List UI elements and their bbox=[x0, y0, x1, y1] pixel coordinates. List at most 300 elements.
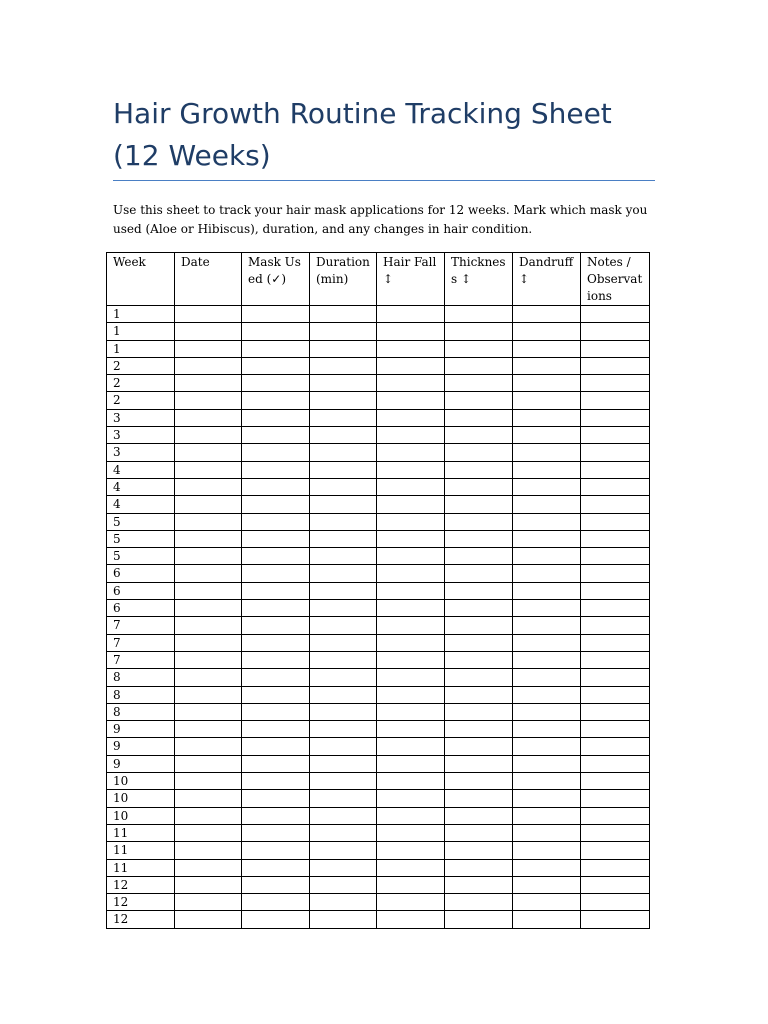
hair-fall-cell[interactable] bbox=[377, 582, 445, 599]
notes-cell[interactable] bbox=[581, 427, 650, 444]
duration-cell[interactable] bbox=[310, 686, 377, 703]
table-row bbox=[107, 824, 650, 841]
thickness-cell[interactable] bbox=[445, 427, 513, 444]
mask-used-cell[interactable] bbox=[242, 444, 310, 461]
hair-fall-cell[interactable] bbox=[377, 427, 445, 444]
notes-cell[interactable] bbox=[581, 859, 650, 876]
week-cell: 4 bbox=[107, 461, 175, 478]
hair-fall-cell[interactable] bbox=[377, 738, 445, 755]
duration-cell[interactable] bbox=[310, 894, 377, 911]
thickness-cell[interactable] bbox=[445, 703, 513, 720]
duration-cell[interactable] bbox=[310, 600, 377, 617]
week-cell: 7 bbox=[107, 634, 175, 651]
thickness-cell[interactable] bbox=[445, 357, 513, 374]
notes-cell[interactable] bbox=[581, 686, 650, 703]
date-cell[interactable] bbox=[175, 565, 242, 582]
thickness-cell[interactable] bbox=[445, 496, 513, 513]
mask-used-cell[interactable] bbox=[242, 703, 310, 720]
mask-used-cell[interactable] bbox=[242, 306, 310, 323]
date-cell[interactable] bbox=[175, 894, 242, 911]
notes-cell[interactable] bbox=[581, 444, 650, 461]
mask-used-cell[interactable] bbox=[242, 807, 310, 824]
notes-cell[interactable] bbox=[581, 357, 650, 374]
notes-cell[interactable] bbox=[581, 911, 650, 928]
week-cell: 12 bbox=[107, 876, 175, 893]
duration-cell[interactable] bbox=[310, 876, 377, 893]
thickness-cell[interactable] bbox=[445, 686, 513, 703]
date-cell[interactable] bbox=[175, 703, 242, 720]
header-hair-fall: Hair Fall ↕ bbox=[377, 253, 445, 306]
dandruff-cell[interactable] bbox=[513, 703, 581, 720]
table-row bbox=[107, 496, 650, 513]
thickness-cell[interactable] bbox=[445, 461, 513, 478]
date-cell[interactable] bbox=[175, 634, 242, 651]
week-cell: 9 bbox=[107, 721, 175, 738]
duration-cell[interactable] bbox=[310, 669, 377, 686]
duration-cell[interactable] bbox=[310, 807, 377, 824]
notes-cell[interactable] bbox=[581, 894, 650, 911]
date-cell[interactable] bbox=[175, 807, 242, 824]
hair-fall-cell[interactable] bbox=[377, 548, 445, 565]
week-cell: 1 bbox=[107, 340, 175, 357]
mask-used-cell[interactable] bbox=[242, 876, 310, 893]
notes-cell[interactable] bbox=[581, 461, 650, 478]
dandruff-cell[interactable] bbox=[513, 651, 581, 668]
notes-cell[interactable] bbox=[581, 392, 650, 409]
mask-used-cell[interactable] bbox=[242, 375, 310, 392]
week-cell: 2 bbox=[107, 357, 175, 374]
notes-cell[interactable] bbox=[581, 340, 650, 357]
thickness-cell[interactable] bbox=[445, 773, 513, 790]
week-cell: 12 bbox=[107, 911, 175, 928]
date-cell[interactable] bbox=[175, 478, 242, 495]
table-row bbox=[107, 703, 650, 720]
week-cell: 11 bbox=[107, 824, 175, 841]
thickness-cell[interactable] bbox=[445, 669, 513, 686]
hair-fall-cell[interactable] bbox=[377, 894, 445, 911]
mask-used-cell[interactable] bbox=[242, 582, 310, 599]
date-cell[interactable] bbox=[175, 651, 242, 668]
duration-cell[interactable] bbox=[310, 513, 377, 530]
duration-cell[interactable] bbox=[310, 323, 377, 340]
thickness-cell[interactable] bbox=[445, 721, 513, 738]
notes-cell[interactable] bbox=[581, 773, 650, 790]
date-cell[interactable] bbox=[175, 496, 242, 513]
dandruff-cell[interactable] bbox=[513, 409, 581, 426]
mask-used-cell[interactable] bbox=[242, 409, 310, 426]
duration-cell[interactable] bbox=[310, 548, 377, 565]
notes-cell[interactable] bbox=[581, 375, 650, 392]
dandruff-cell[interactable] bbox=[513, 894, 581, 911]
thickness-cell[interactable] bbox=[445, 565, 513, 582]
mask-used-cell[interactable] bbox=[242, 790, 310, 807]
notes-cell[interactable] bbox=[581, 824, 650, 841]
notes-cell[interactable] bbox=[581, 790, 650, 807]
date-cell[interactable] bbox=[175, 530, 242, 547]
table-row bbox=[107, 582, 650, 599]
mask-used-cell[interactable] bbox=[242, 686, 310, 703]
hair-fall-cell[interactable] bbox=[377, 444, 445, 461]
duration-cell[interactable] bbox=[310, 582, 377, 599]
thickness-cell[interactable] bbox=[445, 876, 513, 893]
hair-fall-cell[interactable] bbox=[377, 876, 445, 893]
dandruff-cell[interactable] bbox=[513, 824, 581, 841]
notes-cell[interactable] bbox=[581, 548, 650, 565]
date-cell[interactable] bbox=[175, 824, 242, 841]
tracking-table bbox=[106, 252, 650, 929]
mask-used-cell[interactable] bbox=[242, 478, 310, 495]
dandruff-cell[interactable] bbox=[513, 375, 581, 392]
thickness-cell[interactable] bbox=[445, 444, 513, 461]
date-cell[interactable] bbox=[175, 738, 242, 755]
hair-fall-cell[interactable] bbox=[377, 565, 445, 582]
table-row bbox=[107, 617, 650, 634]
table-row bbox=[107, 859, 650, 876]
notes-cell[interactable] bbox=[581, 323, 650, 340]
week-cell: 11 bbox=[107, 859, 175, 876]
dandruff-cell[interactable] bbox=[513, 807, 581, 824]
notes-cell[interactable] bbox=[581, 721, 650, 738]
dandruff-cell[interactable] bbox=[513, 340, 581, 357]
notes-cell[interactable] bbox=[581, 565, 650, 582]
dandruff-cell[interactable] bbox=[513, 911, 581, 928]
date-cell[interactable] bbox=[175, 392, 242, 409]
dandruff-cell[interactable] bbox=[513, 600, 581, 617]
thickness-cell[interactable] bbox=[445, 894, 513, 911]
duration-cell[interactable] bbox=[310, 461, 377, 478]
hair-fall-cell[interactable] bbox=[377, 911, 445, 928]
thickness-cell[interactable] bbox=[445, 600, 513, 617]
hair-fall-cell[interactable] bbox=[377, 357, 445, 374]
week-cell: 6 bbox=[107, 565, 175, 582]
date-cell[interactable] bbox=[175, 340, 242, 357]
thickness-cell[interactable] bbox=[445, 323, 513, 340]
date-cell[interactable] bbox=[175, 306, 242, 323]
notes-cell[interactable] bbox=[581, 478, 650, 495]
mask-used-cell[interactable] bbox=[242, 859, 310, 876]
notes-cell[interactable] bbox=[581, 738, 650, 755]
date-cell[interactable] bbox=[175, 859, 242, 876]
duration-cell[interactable] bbox=[310, 773, 377, 790]
thickness-cell[interactable] bbox=[445, 738, 513, 755]
date-cell[interactable] bbox=[175, 617, 242, 634]
duration-cell[interactable] bbox=[310, 357, 377, 374]
dandruff-cell[interactable] bbox=[513, 392, 581, 409]
duration-cell[interactable] bbox=[310, 565, 377, 582]
hair-fall-cell[interactable] bbox=[377, 392, 445, 409]
mask-used-cell[interactable] bbox=[242, 530, 310, 547]
mask-used-cell[interactable] bbox=[242, 669, 310, 686]
thickness-cell[interactable] bbox=[445, 911, 513, 928]
duration-cell[interactable] bbox=[310, 738, 377, 755]
thickness-cell[interactable] bbox=[445, 634, 513, 651]
dandruff-cell[interactable] bbox=[513, 496, 581, 513]
date-cell[interactable] bbox=[175, 548, 242, 565]
date-cell[interactable] bbox=[175, 911, 242, 928]
hair-fall-cell[interactable] bbox=[377, 859, 445, 876]
table-row bbox=[107, 738, 650, 755]
hair-fall-cell[interactable] bbox=[377, 496, 445, 513]
hair-fall-cell[interactable] bbox=[377, 669, 445, 686]
duration-cell[interactable] bbox=[310, 721, 377, 738]
dandruff-cell[interactable] bbox=[513, 859, 581, 876]
hair-fall-cell[interactable] bbox=[377, 461, 445, 478]
dandruff-cell[interactable] bbox=[513, 773, 581, 790]
week-cell: 3 bbox=[107, 427, 175, 444]
duration-cell[interactable] bbox=[310, 842, 377, 859]
table-row bbox=[107, 842, 650, 859]
week-cell: 2 bbox=[107, 375, 175, 392]
duration-cell[interactable] bbox=[310, 375, 377, 392]
mask-used-cell[interactable] bbox=[242, 721, 310, 738]
date-cell[interactable] bbox=[175, 755, 242, 772]
date-cell[interactable] bbox=[175, 842, 242, 859]
date-cell[interactable] bbox=[175, 427, 242, 444]
thickness-cell[interactable] bbox=[445, 842, 513, 859]
duration-cell[interactable] bbox=[310, 634, 377, 651]
dandruff-cell[interactable] bbox=[513, 634, 581, 651]
notes-cell[interactable] bbox=[581, 513, 650, 530]
hair-fall-cell[interactable] bbox=[377, 617, 445, 634]
thickness-cell[interactable] bbox=[445, 582, 513, 599]
hair-fall-cell[interactable] bbox=[377, 755, 445, 772]
thickness-cell[interactable] bbox=[445, 807, 513, 824]
dandruff-cell[interactable] bbox=[513, 738, 581, 755]
mask-used-cell[interactable] bbox=[242, 461, 310, 478]
dandruff-cell[interactable] bbox=[513, 669, 581, 686]
week-cell: 10 bbox=[107, 790, 175, 807]
thickness-cell[interactable] bbox=[445, 375, 513, 392]
notes-cell[interactable] bbox=[581, 582, 650, 599]
thickness-cell[interactable] bbox=[445, 306, 513, 323]
duration-cell[interactable] bbox=[310, 617, 377, 634]
duration-cell[interactable] bbox=[310, 306, 377, 323]
date-cell[interactable] bbox=[175, 323, 242, 340]
table-row bbox=[107, 669, 650, 686]
hair-fall-cell[interactable] bbox=[377, 686, 445, 703]
notes-cell[interactable] bbox=[581, 600, 650, 617]
mask-used-cell[interactable] bbox=[242, 755, 310, 772]
dandruff-cell[interactable] bbox=[513, 565, 581, 582]
hair-fall-cell[interactable] bbox=[377, 600, 445, 617]
page-title: Hair Growth Routine Tracking Sheet (12 Weeks) bbox=[113, 97, 612, 172]
mask-used-cell[interactable] bbox=[242, 773, 310, 790]
duration-cell[interactable] bbox=[310, 444, 377, 461]
dandruff-cell[interactable] bbox=[513, 306, 581, 323]
thickness-cell[interactable] bbox=[445, 513, 513, 530]
mask-used-cell[interactable] bbox=[242, 496, 310, 513]
week-cell: 2 bbox=[107, 392, 175, 409]
dandruff-cell[interactable] bbox=[513, 444, 581, 461]
week-cell: 6 bbox=[107, 582, 175, 599]
notes-cell[interactable] bbox=[581, 496, 650, 513]
header-notes: Notes / Observations bbox=[581, 253, 650, 306]
mask-used-cell[interactable] bbox=[242, 894, 310, 911]
date-cell[interactable] bbox=[175, 513, 242, 530]
dandruff-cell[interactable] bbox=[513, 790, 581, 807]
mask-used-cell[interactable] bbox=[242, 738, 310, 755]
duration-cell[interactable] bbox=[310, 790, 377, 807]
mask-used-cell[interactable] bbox=[242, 600, 310, 617]
hair-fall-cell[interactable] bbox=[377, 824, 445, 841]
date-cell[interactable] bbox=[175, 721, 242, 738]
thickness-cell[interactable] bbox=[445, 530, 513, 547]
thickness-cell[interactable] bbox=[445, 340, 513, 357]
hair-fall-cell[interactable] bbox=[377, 323, 445, 340]
date-cell[interactable] bbox=[175, 375, 242, 392]
hair-fall-cell[interactable] bbox=[377, 721, 445, 738]
hair-fall-cell[interactable] bbox=[377, 790, 445, 807]
hair-fall-cell[interactable] bbox=[377, 842, 445, 859]
mask-used-cell[interactable] bbox=[242, 427, 310, 444]
notes-cell[interactable] bbox=[581, 755, 650, 772]
dandruff-cell[interactable] bbox=[513, 755, 581, 772]
table-body bbox=[107, 306, 650, 929]
thickness-cell[interactable] bbox=[445, 478, 513, 495]
mask-used-cell[interactable] bbox=[242, 565, 310, 582]
date-cell[interactable] bbox=[175, 461, 242, 478]
duration-cell[interactable] bbox=[310, 392, 377, 409]
week-cell: 8 bbox=[107, 669, 175, 686]
notes-cell[interactable] bbox=[581, 651, 650, 668]
notes-cell[interactable] bbox=[581, 530, 650, 547]
week-cell: 7 bbox=[107, 617, 175, 634]
date-cell[interactable] bbox=[175, 669, 242, 686]
date-cell[interactable] bbox=[175, 790, 242, 807]
date-cell[interactable] bbox=[175, 876, 242, 893]
date-cell[interactable] bbox=[175, 600, 242, 617]
dandruff-cell[interactable] bbox=[513, 617, 581, 634]
table-row bbox=[107, 306, 650, 323]
mask-used-cell[interactable] bbox=[242, 842, 310, 859]
date-cell[interactable] bbox=[175, 773, 242, 790]
notes-cell[interactable] bbox=[581, 409, 650, 426]
notes-cell[interactable] bbox=[581, 842, 650, 859]
hair-fall-cell[interactable] bbox=[377, 634, 445, 651]
notes-cell[interactable] bbox=[581, 703, 650, 720]
hair-fall-cell[interactable] bbox=[377, 306, 445, 323]
dandruff-cell[interactable] bbox=[513, 427, 581, 444]
table-row bbox=[107, 478, 650, 495]
hair-fall-cell[interactable] bbox=[377, 703, 445, 720]
date-cell[interactable] bbox=[175, 686, 242, 703]
duration-cell[interactable] bbox=[310, 530, 377, 547]
dandruff-cell[interactable] bbox=[513, 513, 581, 530]
dandruff-cell[interactable] bbox=[513, 721, 581, 738]
mask-used-cell[interactable] bbox=[242, 340, 310, 357]
duration-cell[interactable] bbox=[310, 427, 377, 444]
mask-used-cell[interactable] bbox=[242, 392, 310, 409]
table-row bbox=[107, 461, 650, 478]
thickness-cell[interactable] bbox=[445, 790, 513, 807]
dandruff-cell[interactable] bbox=[513, 478, 581, 495]
mask-used-cell[interactable] bbox=[242, 824, 310, 841]
mask-used-cell[interactable] bbox=[242, 513, 310, 530]
table-row bbox=[107, 375, 650, 392]
hair-fall-cell[interactable] bbox=[377, 375, 445, 392]
hair-fall-cell[interactable] bbox=[377, 513, 445, 530]
notes-cell[interactable] bbox=[581, 876, 650, 893]
dandruff-cell[interactable] bbox=[513, 842, 581, 859]
mask-used-cell[interactable] bbox=[242, 634, 310, 651]
week-cell: 5 bbox=[107, 530, 175, 547]
duration-cell[interactable] bbox=[310, 651, 377, 668]
intro-paragraph: Use this sheet to track your hair mask applications for 12 weeks. Mark which mask you used (Aloe or Hibiscus), duration, and any changes in hair condition. bbox=[113, 203, 648, 236]
week-cell: 4 bbox=[107, 496, 175, 513]
date-cell[interactable] bbox=[175, 409, 242, 426]
week-cell: 6 bbox=[107, 600, 175, 617]
duration-cell[interactable] bbox=[310, 340, 377, 357]
thickness-cell[interactable] bbox=[445, 409, 513, 426]
date-cell[interactable] bbox=[175, 582, 242, 599]
hair-fall-cell[interactable] bbox=[377, 409, 445, 426]
thickness-cell[interactable] bbox=[445, 859, 513, 876]
dandruff-cell[interactable] bbox=[513, 530, 581, 547]
header-duration: Duration (min) bbox=[310, 253, 377, 306]
week-cell: 11 bbox=[107, 842, 175, 859]
notes-cell[interactable] bbox=[581, 306, 650, 323]
hair-fall-cell[interactable] bbox=[377, 478, 445, 495]
mask-used-cell[interactable] bbox=[242, 548, 310, 565]
duration-cell[interactable] bbox=[310, 409, 377, 426]
thickness-cell[interactable] bbox=[445, 755, 513, 772]
header-thickness: Thickness ↕ bbox=[445, 253, 513, 306]
header-dandruff: Dandruff ↕ bbox=[513, 253, 581, 306]
thickness-cell[interactable] bbox=[445, 617, 513, 634]
mask-used-cell[interactable] bbox=[242, 357, 310, 374]
notes-cell[interactable] bbox=[581, 617, 650, 634]
mask-used-cell[interactable] bbox=[242, 323, 310, 340]
mask-used-cell[interactable] bbox=[242, 911, 310, 928]
date-cell[interactable] bbox=[175, 444, 242, 461]
table-row bbox=[107, 600, 650, 617]
table-row bbox=[107, 894, 650, 911]
hair-fall-cell[interactable] bbox=[377, 530, 445, 547]
week-cell: 1 bbox=[107, 306, 175, 323]
duration-cell[interactable] bbox=[310, 911, 377, 928]
notes-cell[interactable] bbox=[581, 669, 650, 686]
dandruff-cell[interactable] bbox=[513, 357, 581, 374]
duration-cell[interactable] bbox=[310, 755, 377, 772]
thickness-cell[interactable] bbox=[445, 548, 513, 565]
duration-cell[interactable] bbox=[310, 496, 377, 513]
header-week: Week bbox=[107, 253, 175, 306]
thickness-cell[interactable] bbox=[445, 824, 513, 841]
hair-fall-cell[interactable] bbox=[377, 340, 445, 357]
mask-used-cell[interactable] bbox=[242, 617, 310, 634]
dandruff-cell[interactable] bbox=[513, 582, 581, 599]
hair-fall-cell[interactable] bbox=[377, 773, 445, 790]
dandruff-cell[interactable] bbox=[513, 548, 581, 565]
thickness-cell[interactable] bbox=[445, 392, 513, 409]
dandruff-cell[interactable] bbox=[513, 461, 581, 478]
mask-used-cell[interactable] bbox=[242, 651, 310, 668]
duration-cell[interactable] bbox=[310, 703, 377, 720]
notes-cell[interactable] bbox=[581, 634, 650, 651]
dandruff-cell[interactable] bbox=[513, 323, 581, 340]
thickness-cell[interactable] bbox=[445, 651, 513, 668]
duration-cell[interactable] bbox=[310, 859, 377, 876]
dandruff-cell[interactable] bbox=[513, 686, 581, 703]
duration-cell[interactable] bbox=[310, 478, 377, 495]
duration-cell[interactable] bbox=[310, 824, 377, 841]
dandruff-cell[interactable] bbox=[513, 876, 581, 893]
notes-cell[interactable] bbox=[581, 807, 650, 824]
table-row bbox=[107, 565, 650, 582]
hair-fall-cell[interactable] bbox=[377, 651, 445, 668]
date-cell[interactable] bbox=[175, 357, 242, 374]
hair-fall-cell[interactable] bbox=[377, 807, 445, 824]
